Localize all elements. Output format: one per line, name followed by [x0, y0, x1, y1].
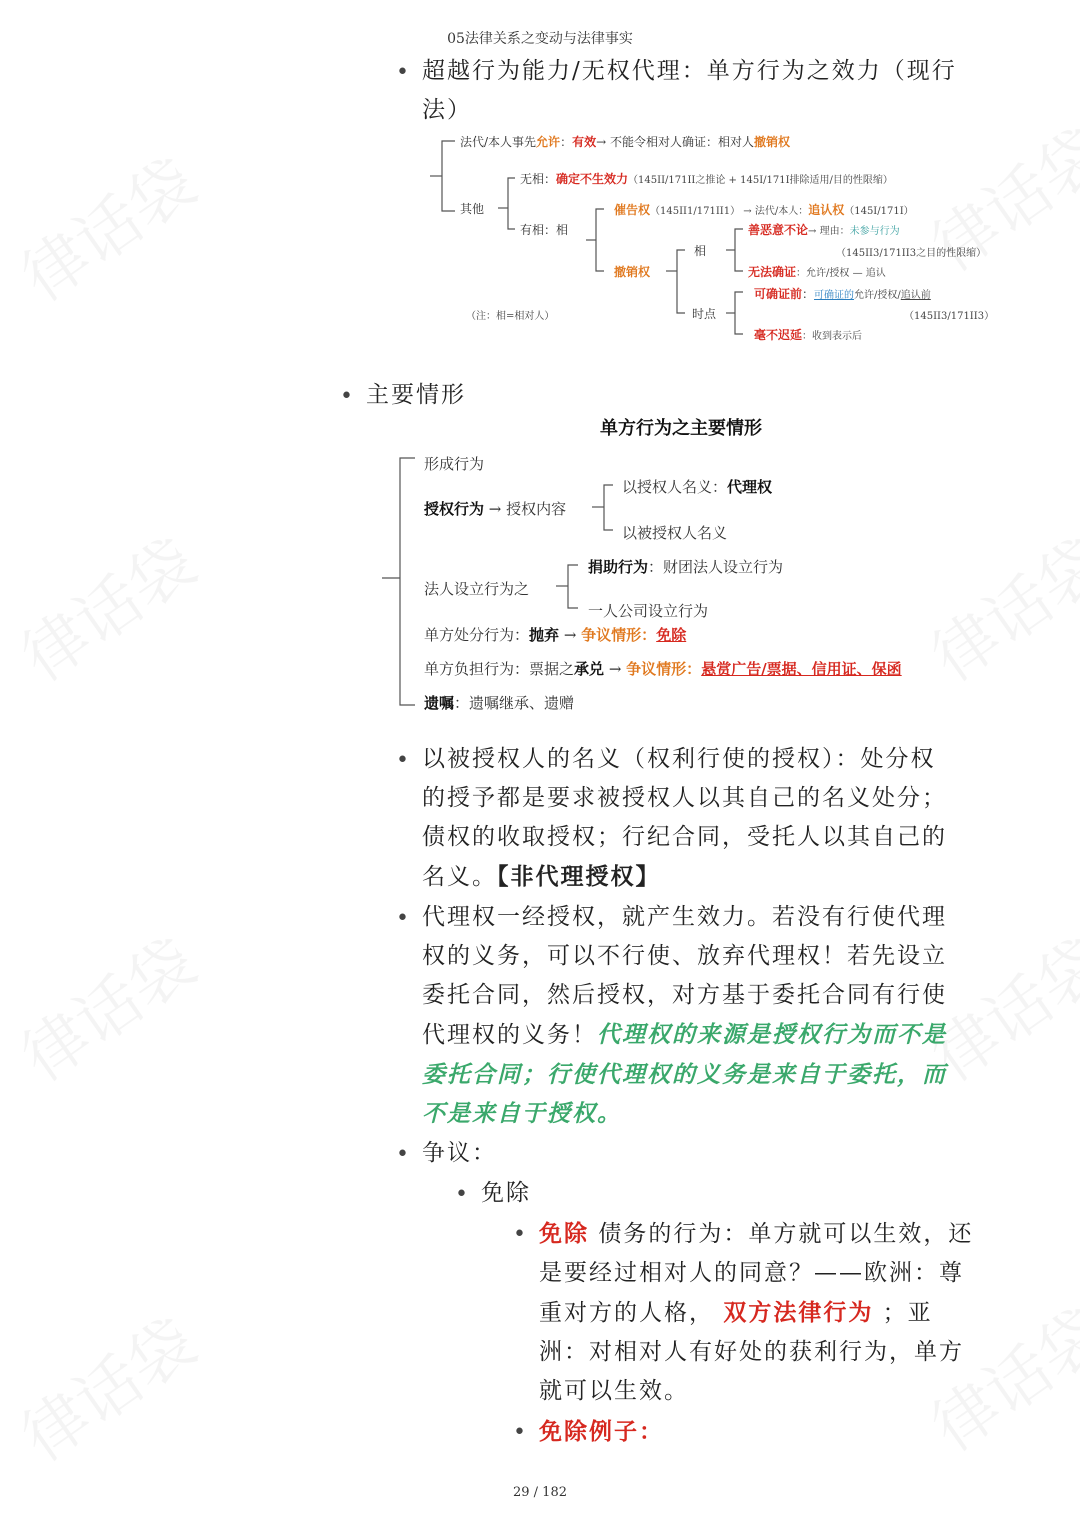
bullet-dot: • — [396, 1142, 409, 1167]
diagram2-one-person-company: 一人公司设立行为 — [588, 602, 709, 620]
diagram1-no-delay: 毫不迟延：收到表示后 — [754, 328, 863, 342]
diagram2-authorization: 授权行为 → 授权内容 — [424, 500, 567, 518]
bullet-dot: • — [396, 60, 409, 85]
diagram2-lines — [0, 0, 1080, 720]
diagram2-unilateral-disposal: 单方处分行为：抛弃 → 争议情形：免除 — [424, 626, 687, 644]
diagram1-cannot-confirm: 无法确证：允许/授权 — 追认 — [748, 265, 886, 279]
diagram1-before-confirm-note: （145II3/171II3） — [904, 311, 995, 322]
diagram1-xiang: 相 — [694, 244, 707, 258]
diagram1-row-permit: 法代/本人事先允许：有效→ 不能令相对人确证：相对人撤销权 — [460, 135, 790, 149]
diagram2-formation: 形成行为 — [424, 455, 485, 473]
diagram2-legal-person: 法人设立行为之 — [424, 580, 530, 598]
watermark — [1, 1293, 211, 1478]
diagram1-good-bad-faith-note: （145II3/171II3之目的性限缩） — [836, 248, 987, 259]
page-number: 29 / 182 — [513, 1485, 567, 1500]
paragraph-exemption: 免除 — [481, 1180, 531, 1206]
paragraph-exemption-examples: 免除例子： — [539, 1418, 664, 1445]
paragraph-agency-power: 代理权一经授权，就产生效力。若没有行使代理 权的义务，可以不行使、放弃代理权！若先设立 委托合同，然后授权，对方基于委托合同有行使 代理权的义务！代理权的来源是授权行为而不是 委托合同；行使代理权的义务是来自于委托，而 不是来自于授权。 — [422, 904, 947, 1127]
diagram1-other: 其他 — [460, 202, 485, 216]
diagram1-has-counterparty: 有相：相 — [520, 223, 569, 237]
bullet-dot: • — [513, 1222, 526, 1247]
diagram2-donation: 捐助行为：财团法人设立行为 — [588, 558, 784, 576]
bullet-dot: • — [396, 748, 409, 773]
bullet-dot: • — [396, 906, 409, 931]
diagram2-agency-power: 以授权人名义：代理权 — [622, 478, 773, 496]
bullet-dot: • — [513, 1420, 526, 1445]
diagram1-note: （注：相=相对人） — [466, 311, 555, 322]
diagram1-cexiao: 撤销权 — [614, 265, 651, 279]
page-header: 05法律关系之变动与法律事实 — [447, 31, 633, 47]
diagram2-unilateral-burden: 单方负担行为：票据之承兑 → 争议情形：悬赏广告/票据、信用证、保函 — [424, 660, 902, 678]
section2-heading: 主要情形 — [366, 382, 466, 408]
watermark — [1, 913, 211, 1098]
bullet-dot: • — [455, 1182, 468, 1207]
section1-heading: 超越行为能力/无权代理：单方行为之效力（现行 法） — [422, 58, 957, 123]
diagram2-own-name: 以被授权人名义 — [622, 524, 728, 542]
diagram1-cuigao: 催告权（145II1/171II1） → 法代/本人：追认权（145I/171I） — [614, 203, 914, 217]
paragraph-exemption-detail: 免除 债务的行为：单方就可以生效，还 是要经过相对人的同意？——欧洲：尊 重对方的人格， 双方法律行为 ；亚 洲：对相对人有好处的获利行为，单方 就可以生效。 — [539, 1220, 974, 1404]
bullet-dot: • — [340, 384, 353, 409]
diagram1-before-confirm: 可确证前：可确证的允许/授权/追认前 — [754, 287, 931, 301]
diagram2-title: 单方行为之主要情形 — [600, 418, 762, 439]
paragraph-dispute: 争议： — [422, 1140, 497, 1166]
diagram1-shidian: 时点 — [692, 307, 717, 321]
diagram1-good-bad-faith: 善恶意不论→ 理由：未参与行为 — [748, 223, 900, 237]
diagram1-no-counterparty: 无相：确定不生效力（145II/171II之推论 + 145I/171I排除适用/目的性限缩） — [520, 172, 893, 186]
paragraph-own-name-authorization: 以被授权人的名义（权利行使的授权）：处分权 的授予都是要求被授权人以其自己的名义处分； 债权的收取授权；行纪合同，受托人以其自己的 名义。【非代理授权】 — [422, 746, 947, 890]
diagram2-will: 遗嘱：遗嘱继承、遗赠 — [424, 694, 575, 712]
